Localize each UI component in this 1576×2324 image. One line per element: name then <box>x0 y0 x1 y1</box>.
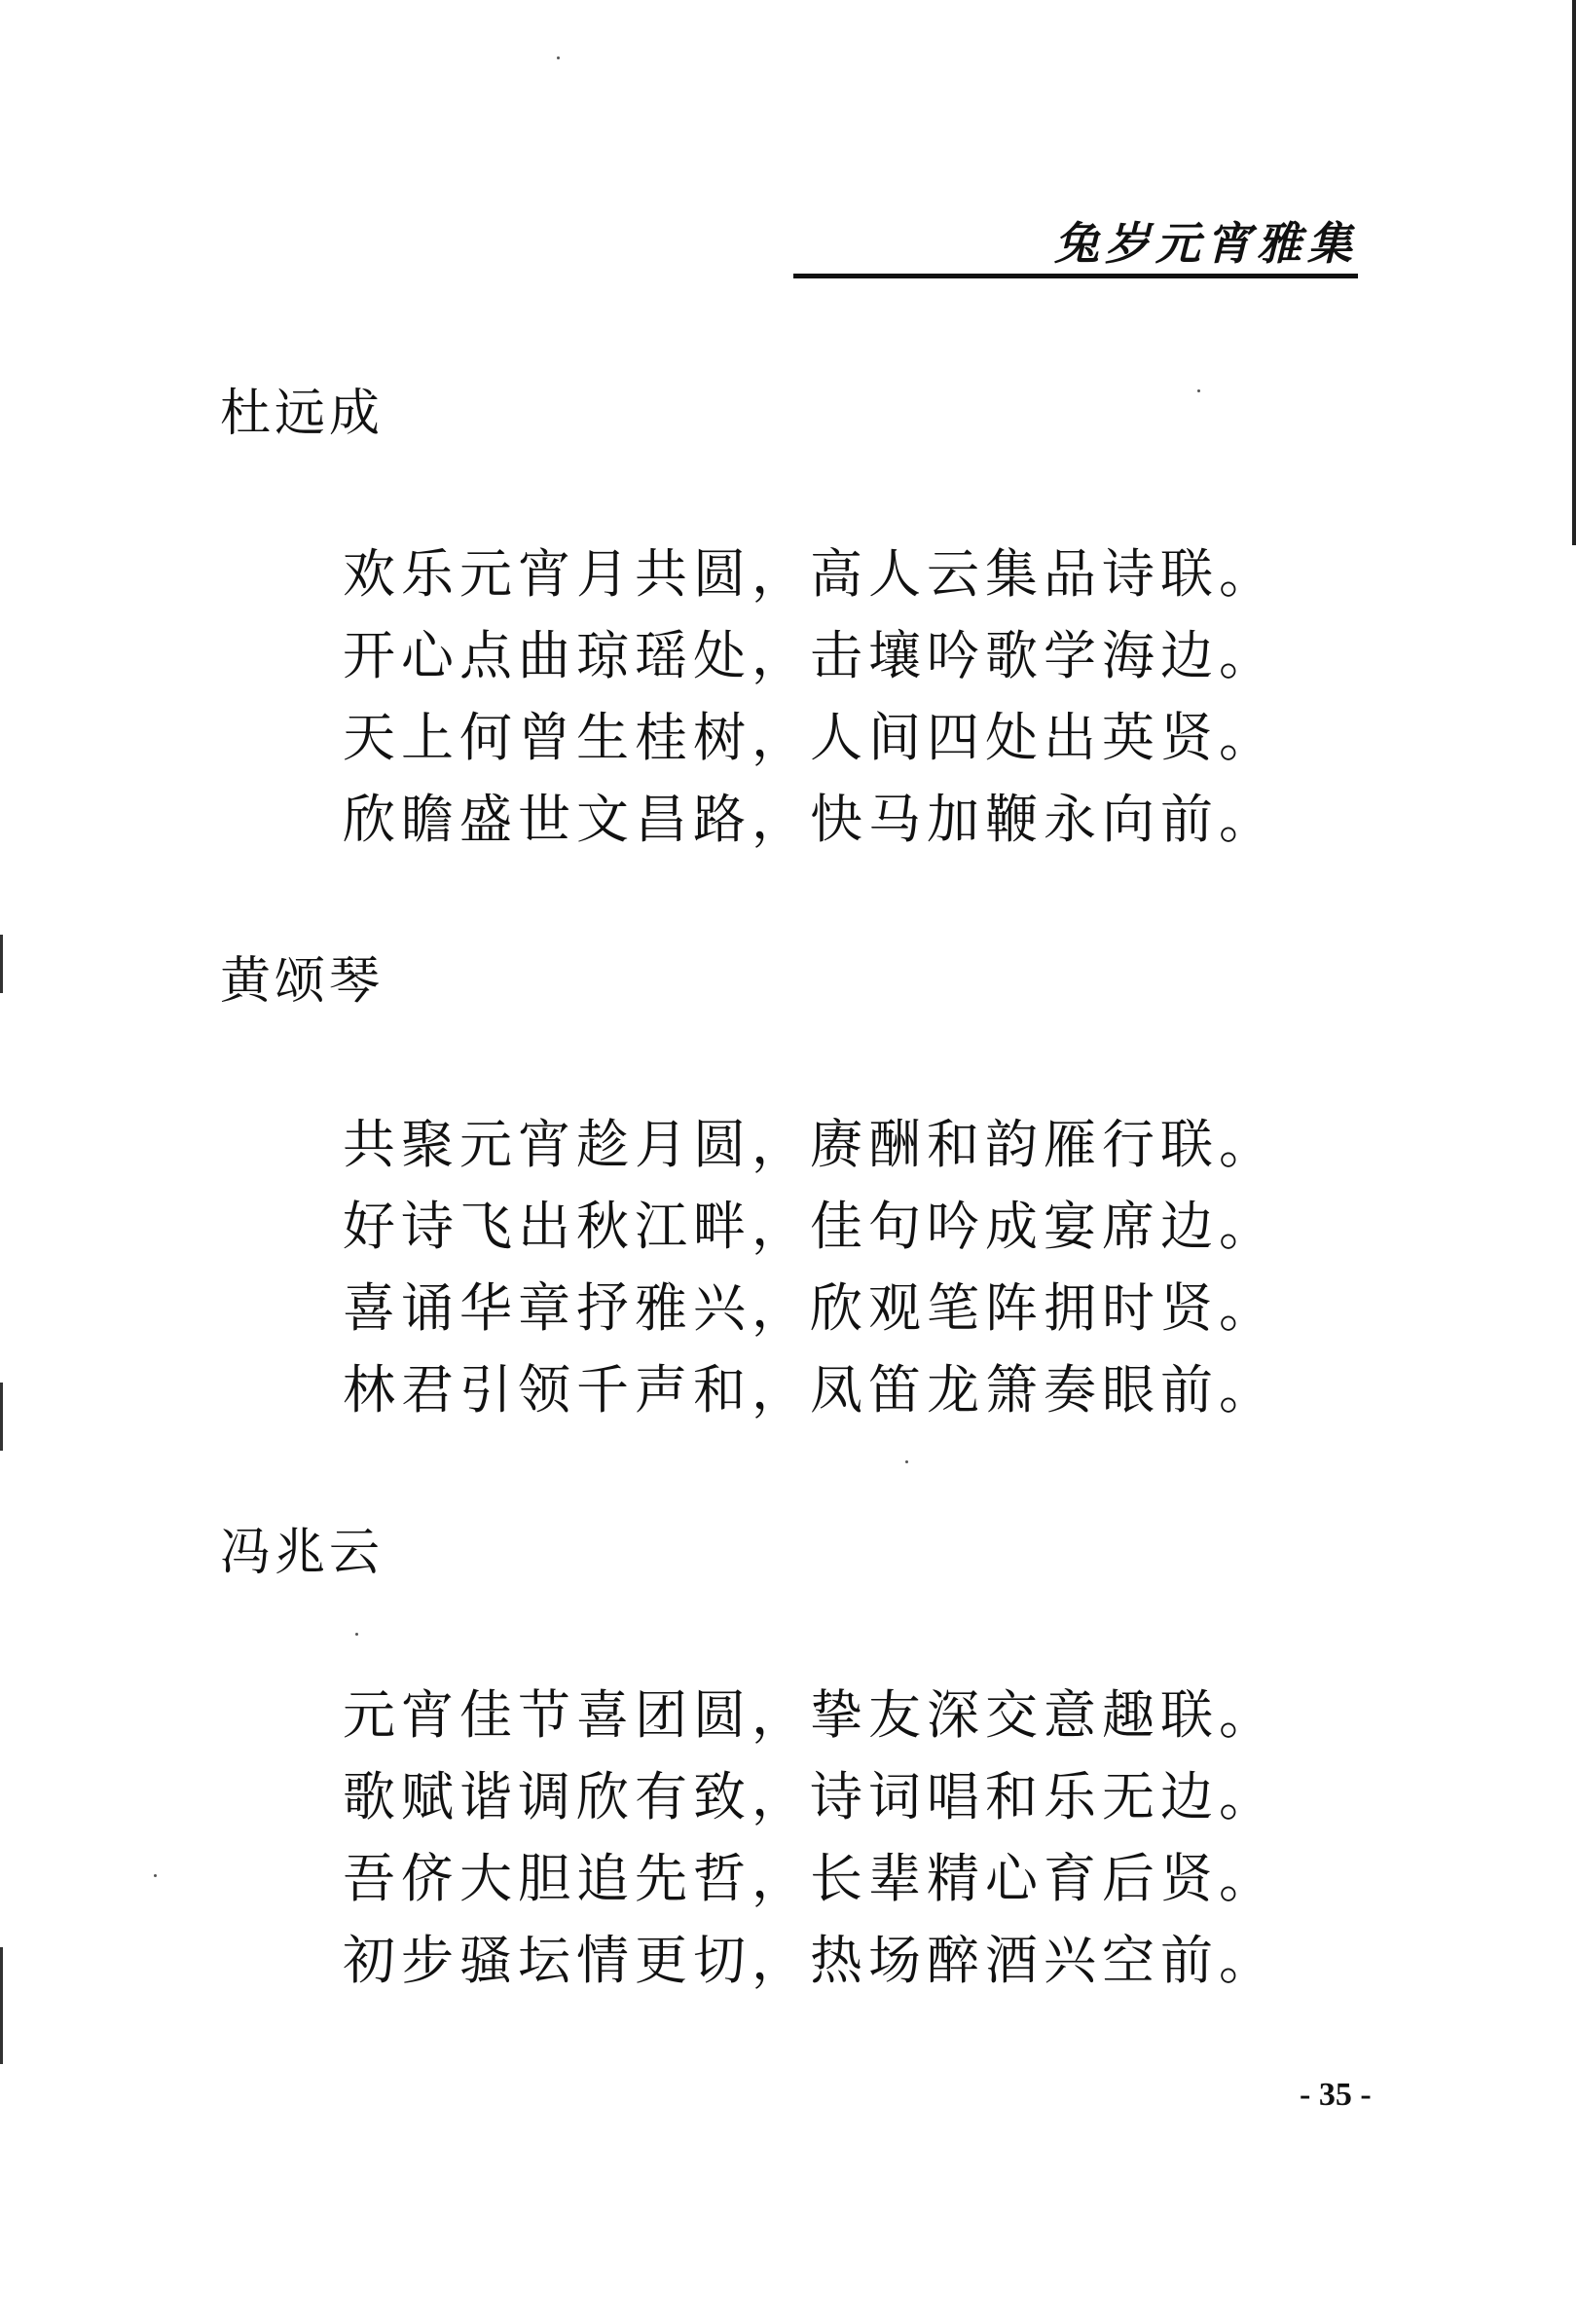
header-rule <box>793 274 1358 278</box>
poem-line: 喜诵华章抒雅兴，欣观笔阵拥时贤。 <box>343 1277 1277 1339</box>
scan-speck <box>557 56 560 59</box>
poem <box>343 1104 1316 1431</box>
scan-speck <box>1197 389 1200 392</box>
poem-line: 吾侪大胆追先哲，长辈精心育后贤。 <box>343 1848 1277 1909</box>
poem <box>343 1675 1316 2002</box>
poem-line: 好诗飞出秋江畔，佳句吟成宴席边。 <box>343 1196 1277 1257</box>
page-number: - 35 - <box>1300 2077 1372 2113</box>
running-header <box>793 216 1358 278</box>
poem-line: 共聚元宵趁月圆，赓酬和韵雁行联。 <box>343 1114 1277 1175</box>
poem-line: 林君引领千声和，凤笛龙箫奏眼前。 <box>343 1359 1277 1420</box>
scan-speck <box>905 1460 908 1463</box>
poem-line: 开心点曲琼瑶处，击壤吟歌学海边。 <box>343 625 1277 686</box>
poem <box>343 534 1316 861</box>
header-title: 兔岁元宵雅集 <box>1054 217 1358 270</box>
poem-line: 欣瞻盛世文昌路，快马加鞭永向前。 <box>343 789 1277 850</box>
author-name: 黄颂琴 <box>220 952 385 1011</box>
poem-line: 欢乐元宵月共圆，高人云集品诗联。 <box>343 543 1277 605</box>
poem-line: 元宵佳节喜团圆，挚友深交意趣联。 <box>343 1684 1277 1746</box>
poem-line: 天上何曾生桂树，人间四处出英贤。 <box>343 707 1277 768</box>
author-name: 冯兆云 <box>220 1524 385 1582</box>
scan-speck <box>355 1633 358 1636</box>
author-name: 杜远成 <box>220 385 385 443</box>
scan-edge-mark <box>0 1947 3 2064</box>
poem-line: 初步骚坛情更切，热场醉酒兴空前。 <box>343 1930 1277 1991</box>
poem-line: 歌赋谐调欣有致，诗词唱和乐无边。 <box>343 1766 1277 1827</box>
scan-edge <box>1572 0 1576 545</box>
scan-speck <box>154 1874 157 1877</box>
scan-edge-mark <box>0 1383 3 1451</box>
scan-edge-mark <box>0 935 3 993</box>
